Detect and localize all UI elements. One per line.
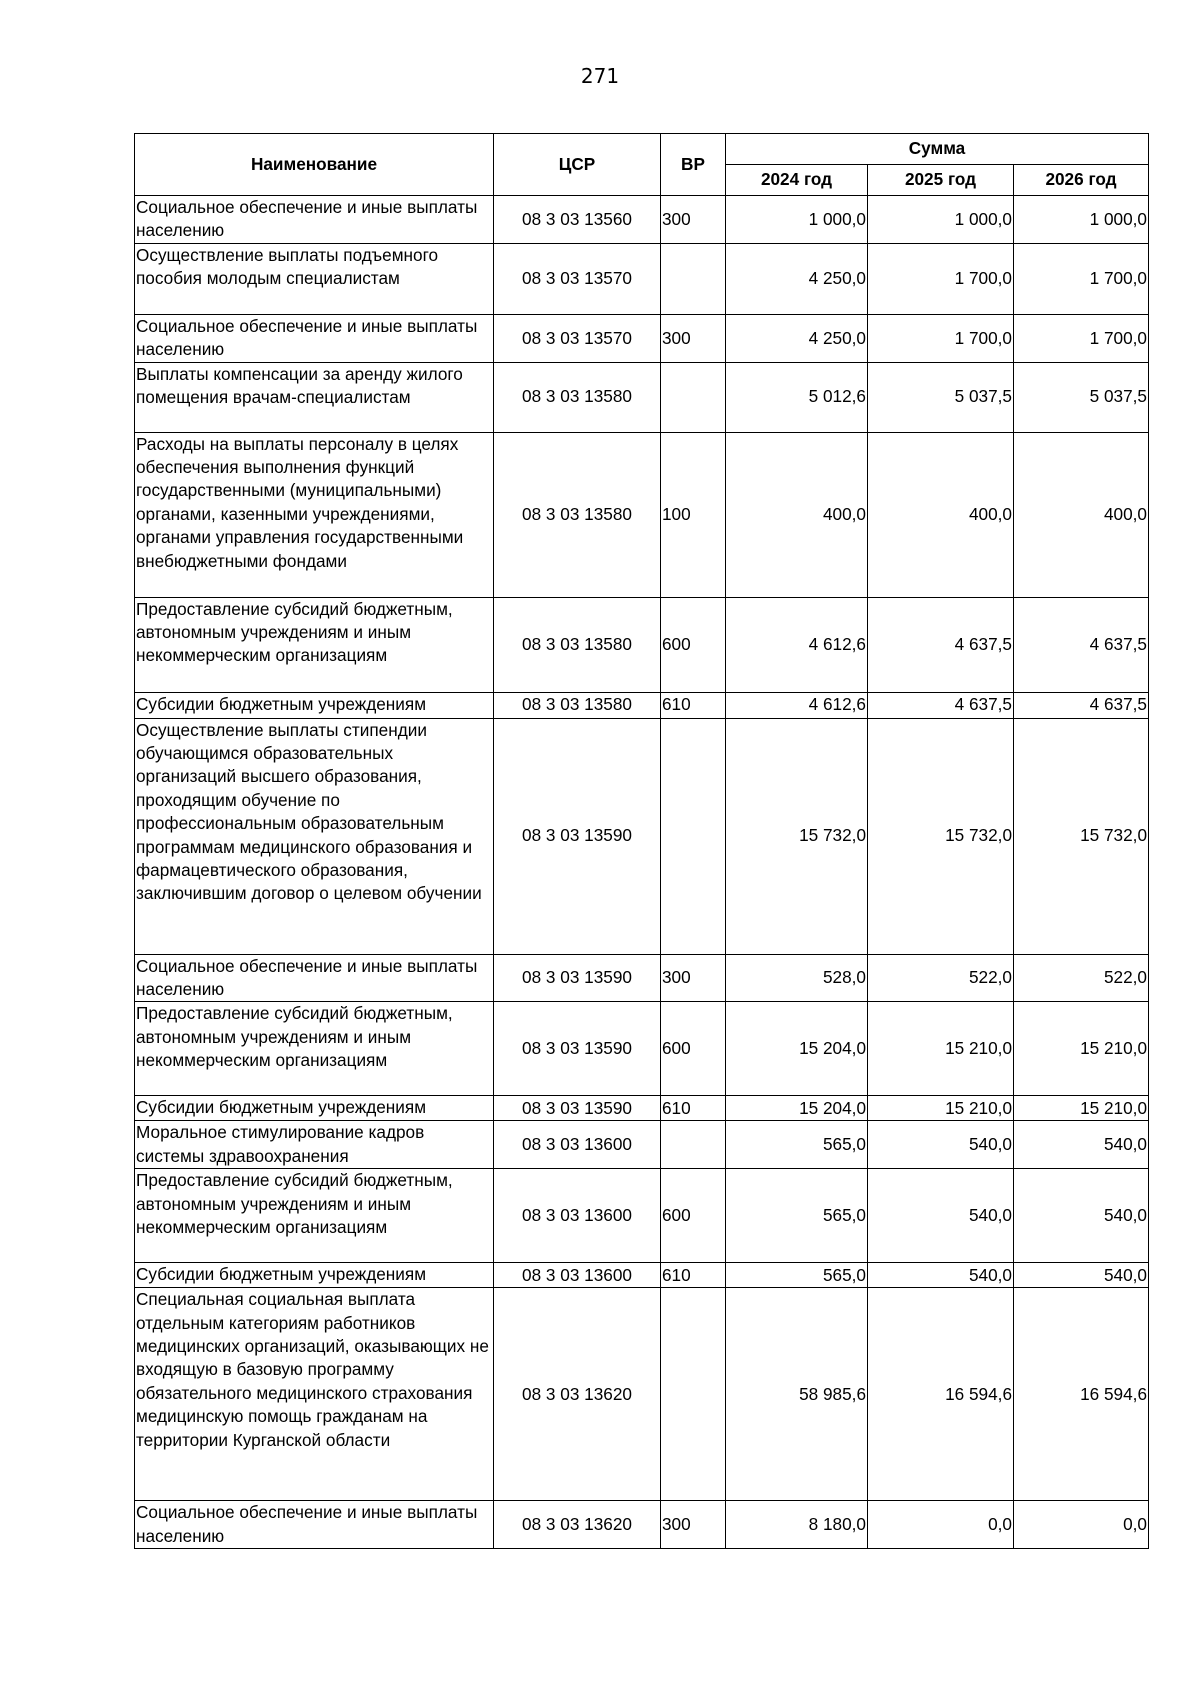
row-sum-2026: 16 594,6: [1014, 1288, 1149, 1501]
row-vr: 600: [661, 597, 726, 692]
row-csr: 08 3 03 13590: [494, 1096, 661, 1121]
row-sum-2024: 528,0: [726, 954, 868, 1002]
row-vr: [661, 243, 726, 314]
table-row: [135, 432, 1149, 597]
row-sum-2025: 5 037,5: [868, 362, 1014, 432]
row-sum-2026: 5 037,5: [1014, 362, 1149, 432]
row-name: Предоставление субсидий бюджетным, автономным учреждениям и иным некоммерческим организациям: [135, 597, 494, 692]
row-sum-2025: 400,0: [868, 432, 1014, 597]
row-csr: 08 3 03 13570: [494, 314, 661, 362]
row-name: Предоставление субсидий бюджетным, автономным учреждениям и иным некоммерческим организациям: [135, 1169, 494, 1263]
row-csr: 08 3 03 13590: [494, 718, 661, 954]
row-name: Социальное обеспечение и иные выплаты населению: [135, 314, 494, 362]
row-name: Социальное обеспечение и иные выплаты населению: [135, 1501, 494, 1549]
row-name: Предоставление субсидий бюджетным, автономным учреждениям и иным некоммерческим организациям: [135, 1002, 494, 1096]
row-sum-2026: 15 210,0: [1014, 1096, 1149, 1121]
row-sum-2026: 1 700,0: [1014, 243, 1149, 314]
row-name: Социальное обеспечение и иные выплаты населению: [135, 196, 494, 244]
row-sum-2025: 15 732,0: [868, 718, 1014, 954]
table-row: [135, 954, 1149, 1002]
row-sum-2026: 15 732,0: [1014, 718, 1149, 954]
row-name: Субсидии бюджетным учреждениям: [135, 1096, 494, 1121]
row-sum-2024: 565,0: [726, 1263, 868, 1288]
row-vr: 610: [661, 1096, 726, 1121]
table-row: [135, 597, 1149, 692]
row-sum-2025: 540,0: [868, 1263, 1014, 1288]
row-sum-2024: 15 204,0: [726, 1096, 868, 1121]
header-vr: ВР: [661, 134, 726, 196]
row-vr: [661, 1121, 726, 1169]
page-number: 271: [580, 64, 620, 88]
row-sum-2024: 4 612,6: [726, 597, 868, 692]
row-sum-2026: 4 637,5: [1014, 692, 1149, 718]
row-sum-2024: 58 985,6: [726, 1288, 868, 1501]
row-vr: 300: [661, 1501, 726, 1549]
header-csr: ЦСР: [494, 134, 661, 196]
row-vr: 610: [661, 1263, 726, 1288]
table-row: [135, 1002, 1149, 1096]
row-vr: 100: [661, 432, 726, 597]
row-sum-2025: 15 210,0: [868, 1002, 1014, 1096]
row-vr: [661, 362, 726, 432]
row-sum-2026: 1 700,0: [1014, 314, 1149, 362]
row-csr: 08 3 03 13600: [494, 1169, 661, 1263]
row-sum-2026: 1 000,0: [1014, 196, 1149, 244]
row-sum-2025: 4 637,5: [868, 597, 1014, 692]
table-row: [135, 718, 1149, 954]
table-row: [135, 1263, 1149, 1288]
row-sum-2026: 540,0: [1014, 1263, 1149, 1288]
row-csr: 08 3 03 13580: [494, 362, 661, 432]
row-sum-2025: 4 637,5: [868, 692, 1014, 718]
row-sum-2026: 540,0: [1014, 1169, 1149, 1263]
row-sum-2026: 4 637,5: [1014, 597, 1149, 692]
row-name: Специальная социальная выплата отдельным категориям работников медицинских организаций, оказывающих не входящую в базовую программу обязательного медицинского страхования медицинскую помощь гражданам на территории Курганской области: [135, 1288, 494, 1501]
row-sum-2025: 16 594,6: [868, 1288, 1014, 1501]
budget-table: [134, 133, 1149, 1549]
table-row: [135, 1121, 1149, 1169]
row-sum-2025: 1 700,0: [868, 243, 1014, 314]
table-row: [135, 196, 1149, 244]
row-sum-2025: 522,0: [868, 954, 1014, 1002]
row-vr: 600: [661, 1169, 726, 1263]
row-sum-2025: 1 000,0: [868, 196, 1014, 244]
row-csr: 08 3 03 13560: [494, 196, 661, 244]
row-vr: [661, 1288, 726, 1501]
row-sum-2026: 400,0: [1014, 432, 1149, 597]
row-vr: 300: [661, 954, 726, 1002]
row-sum-2024: 565,0: [726, 1169, 868, 1263]
row-name: Выплаты компенсации за аренду жилого помещения врачам-специалистам: [135, 362, 494, 432]
row-sum-2026: 522,0: [1014, 954, 1149, 1002]
row-csr: 08 3 03 13600: [494, 1121, 661, 1169]
row-vr: 300: [661, 196, 726, 244]
row-csr: 08 3 03 13600: [494, 1263, 661, 1288]
row-sum-2024: 400,0: [726, 432, 868, 597]
row-sum-2024: 8 180,0: [726, 1501, 868, 1549]
row-name: Расходы на выплаты персоналу в целях обеспечения выполнения функций государственными (муниципальными) органами, казенными учреждениями, органами управления государственными внебюджетными фондами: [135, 432, 494, 597]
row-name: Социальное обеспечение и иные выплаты населению: [135, 954, 494, 1002]
row-sum-2025: 540,0: [868, 1169, 1014, 1263]
row-csr: 08 3 03 13580: [494, 432, 661, 597]
row-sum-2024: 4 612,6: [726, 692, 868, 718]
row-sum-2024: 15 204,0: [726, 1002, 868, 1096]
row-sum-2025: 0,0: [868, 1501, 1014, 1549]
row-name: Осуществление выплаты стипендии обучающимся образовательных организаций высшего образования, проходящим обучение по профессиональным образовательным программам медицинского образования и фармацевтического образования, заключившим договор о целевом обучении: [135, 718, 494, 954]
row-sum-2024: 4 250,0: [726, 243, 868, 314]
header-2025: 2025 год: [868, 165, 1014, 196]
table-row: [135, 362, 1149, 432]
table-row: [135, 1288, 1149, 1501]
table-body: [135, 196, 1149, 1549]
row-sum-2024: 5 012,6: [726, 362, 868, 432]
row-sum-2024: 565,0: [726, 1121, 868, 1169]
header-row: [135, 134, 1149, 165]
row-csr: 08 3 03 13620: [494, 1501, 661, 1549]
table-row: [135, 314, 1149, 362]
row-vr: [661, 718, 726, 954]
table-row: [135, 692, 1149, 718]
table-row: [135, 1501, 1149, 1549]
row-sum-2026: 540,0: [1014, 1121, 1149, 1169]
row-name: Субсидии бюджетным учреждениям: [135, 692, 494, 718]
row-sum-2025: 1 700,0: [868, 314, 1014, 362]
row-name: Моральное стимулирование кадров системы здравоохранения: [135, 1121, 494, 1169]
header-name: Наименование: [135, 134, 494, 196]
table-row: [135, 1096, 1149, 1121]
table-row: [135, 1169, 1149, 1263]
header-2026: 2026 год: [1014, 165, 1149, 196]
table-row: [135, 243, 1149, 314]
row-csr: 08 3 03 13620: [494, 1288, 661, 1501]
row-vr: 300: [661, 314, 726, 362]
row-csr: 08 3 03 13570: [494, 243, 661, 314]
row-vr: 610: [661, 692, 726, 718]
row-sum-2026: 0,0: [1014, 1501, 1149, 1549]
row-sum-2025: 540,0: [868, 1121, 1014, 1169]
row-csr: 08 3 03 13590: [494, 954, 661, 1002]
row-csr: 08 3 03 13590: [494, 1002, 661, 1096]
row-sum-2024: 4 250,0: [726, 314, 868, 362]
row-csr: 08 3 03 13580: [494, 597, 661, 692]
row-sum-2025: 15 210,0: [868, 1096, 1014, 1121]
header-sum: Сумма: [726, 134, 1149, 165]
row-name: Осуществление выплаты подъемного пособия молодым специалистам: [135, 243, 494, 314]
row-csr: 08 3 03 13580: [494, 692, 661, 718]
header-2024: 2024 год: [726, 165, 868, 196]
row-name: Субсидии бюджетным учреждениям: [135, 1263, 494, 1288]
row-sum-2024: 15 732,0: [726, 718, 868, 954]
row-vr: 600: [661, 1002, 726, 1096]
row-sum-2024: 1 000,0: [726, 196, 868, 244]
row-sum-2026: 15 210,0: [1014, 1002, 1149, 1096]
